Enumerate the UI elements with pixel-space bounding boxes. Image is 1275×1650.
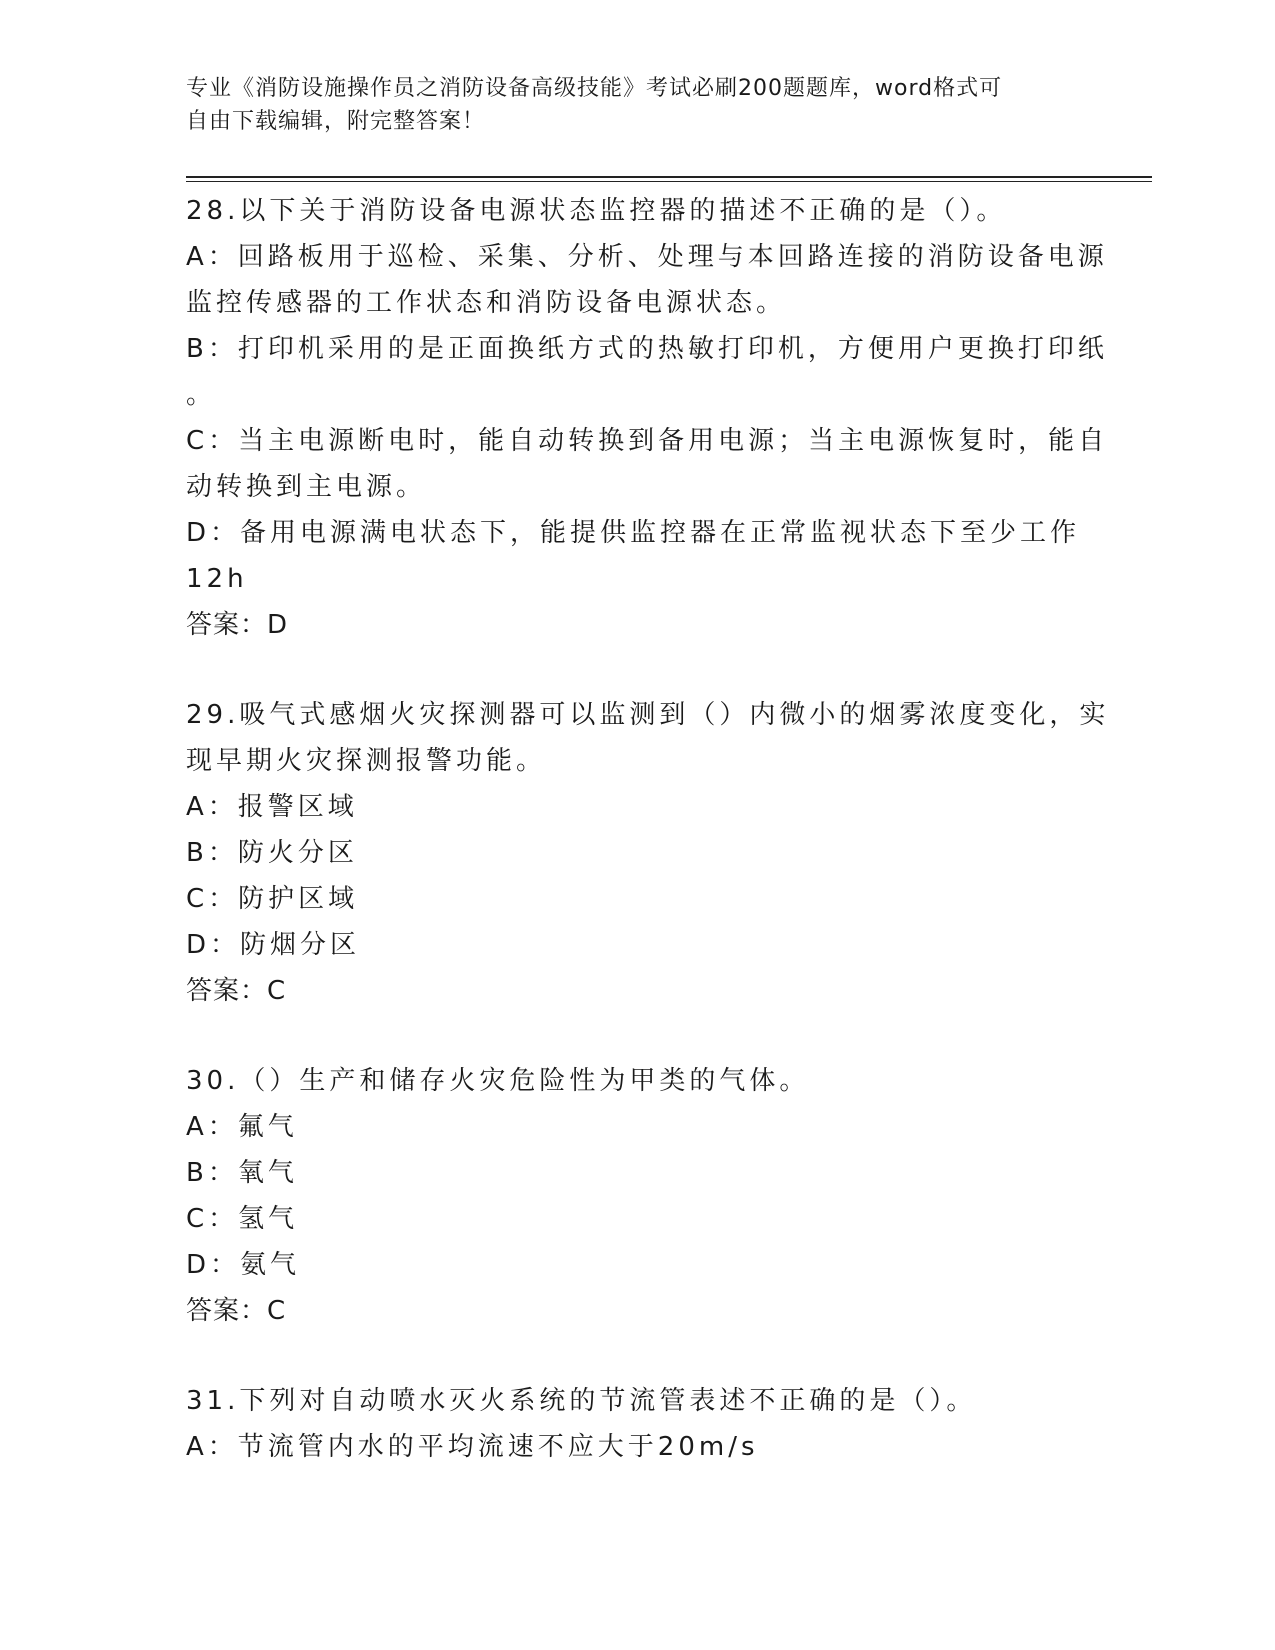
answer-label: 答案：C: [186, 976, 287, 1006]
option-c: C：当主电源断电时，能自动转换到备用电源；当主电源恢复时，能自: [186, 426, 1109, 456]
question-block: [186, 692, 1110, 1014]
document-header: [186, 72, 1066, 138]
question-stem: 31.下列对自动喷水灭火系统的节流管表述不正确的是（）。: [186, 1386, 977, 1416]
option-d: D：备用电源满电状态下，能提供监控器在正常监视状态下至少工作: [186, 518, 1081, 548]
option-d: D：防烟分区: [186, 930, 361, 960]
option-a: A：氟气: [186, 1112, 298, 1142]
option-c: C：防护区域: [186, 884, 359, 914]
header-line-2: 自由下载编辑，附完整答案！: [186, 109, 486, 134]
question-stem-continued: 现早期火灾探测报警功能。: [186, 746, 547, 776]
question-stem: 30.（）生产和储存火灾危险性为甲类的气体。: [186, 1066, 810, 1096]
option-c: C：氢气: [186, 1204, 299, 1234]
question-stem: 29.吸气式感烟火灾探测器可以监测到（）内微小的烟雾浓度变化，实: [186, 700, 1110, 730]
option-a: A：节流管内水的平均流速不应大于20m/s: [186, 1432, 759, 1462]
question-spacer: [186, 1334, 1086, 1378]
option-b: B：防火分区: [186, 838, 358, 868]
header-line-1: 专业《消防设施操作员之消防设备高级技能》考试必刷200题题库，word格式可: [186, 76, 1003, 101]
answer-label: 答案：C: [186, 1296, 287, 1326]
header-divider-thin: [186, 181, 1152, 182]
option-d: D：氨气: [186, 1250, 301, 1280]
question-stem: 28.以下关于消防设备电源状态监控器的描述不正确的是（）。: [186, 196, 1007, 226]
question-block: [186, 1378, 1086, 1470]
question-spacer: [186, 1014, 1086, 1058]
option-b-continued: 。: [186, 380, 217, 410]
header-divider-thick: [186, 176, 1152, 178]
option-c-continued: 动转换到主电源。: [186, 472, 427, 502]
option-a: A：报警区域: [186, 792, 358, 822]
option-a-continued: 监控传感器的工作状态和消防设备电源状态。: [186, 288, 787, 318]
question-list: [186, 188, 1110, 1470]
question-block: [186, 188, 1109, 648]
answer-label: 答案：D: [186, 610, 289, 640]
option-d-continued: 12h: [186, 564, 248, 594]
option-b: B：打印机采用的是正面换纸方式的热敏打印机，方便用户更换打印纸: [186, 334, 1108, 364]
option-a: A：回路板用于巡检、采集、分析、处理与本回路连接的消防设备电源: [186, 242, 1108, 272]
question-block: [186, 1058, 1086, 1334]
question-spacer: [186, 648, 1086, 692]
option-b: B：氧气: [186, 1158, 298, 1188]
